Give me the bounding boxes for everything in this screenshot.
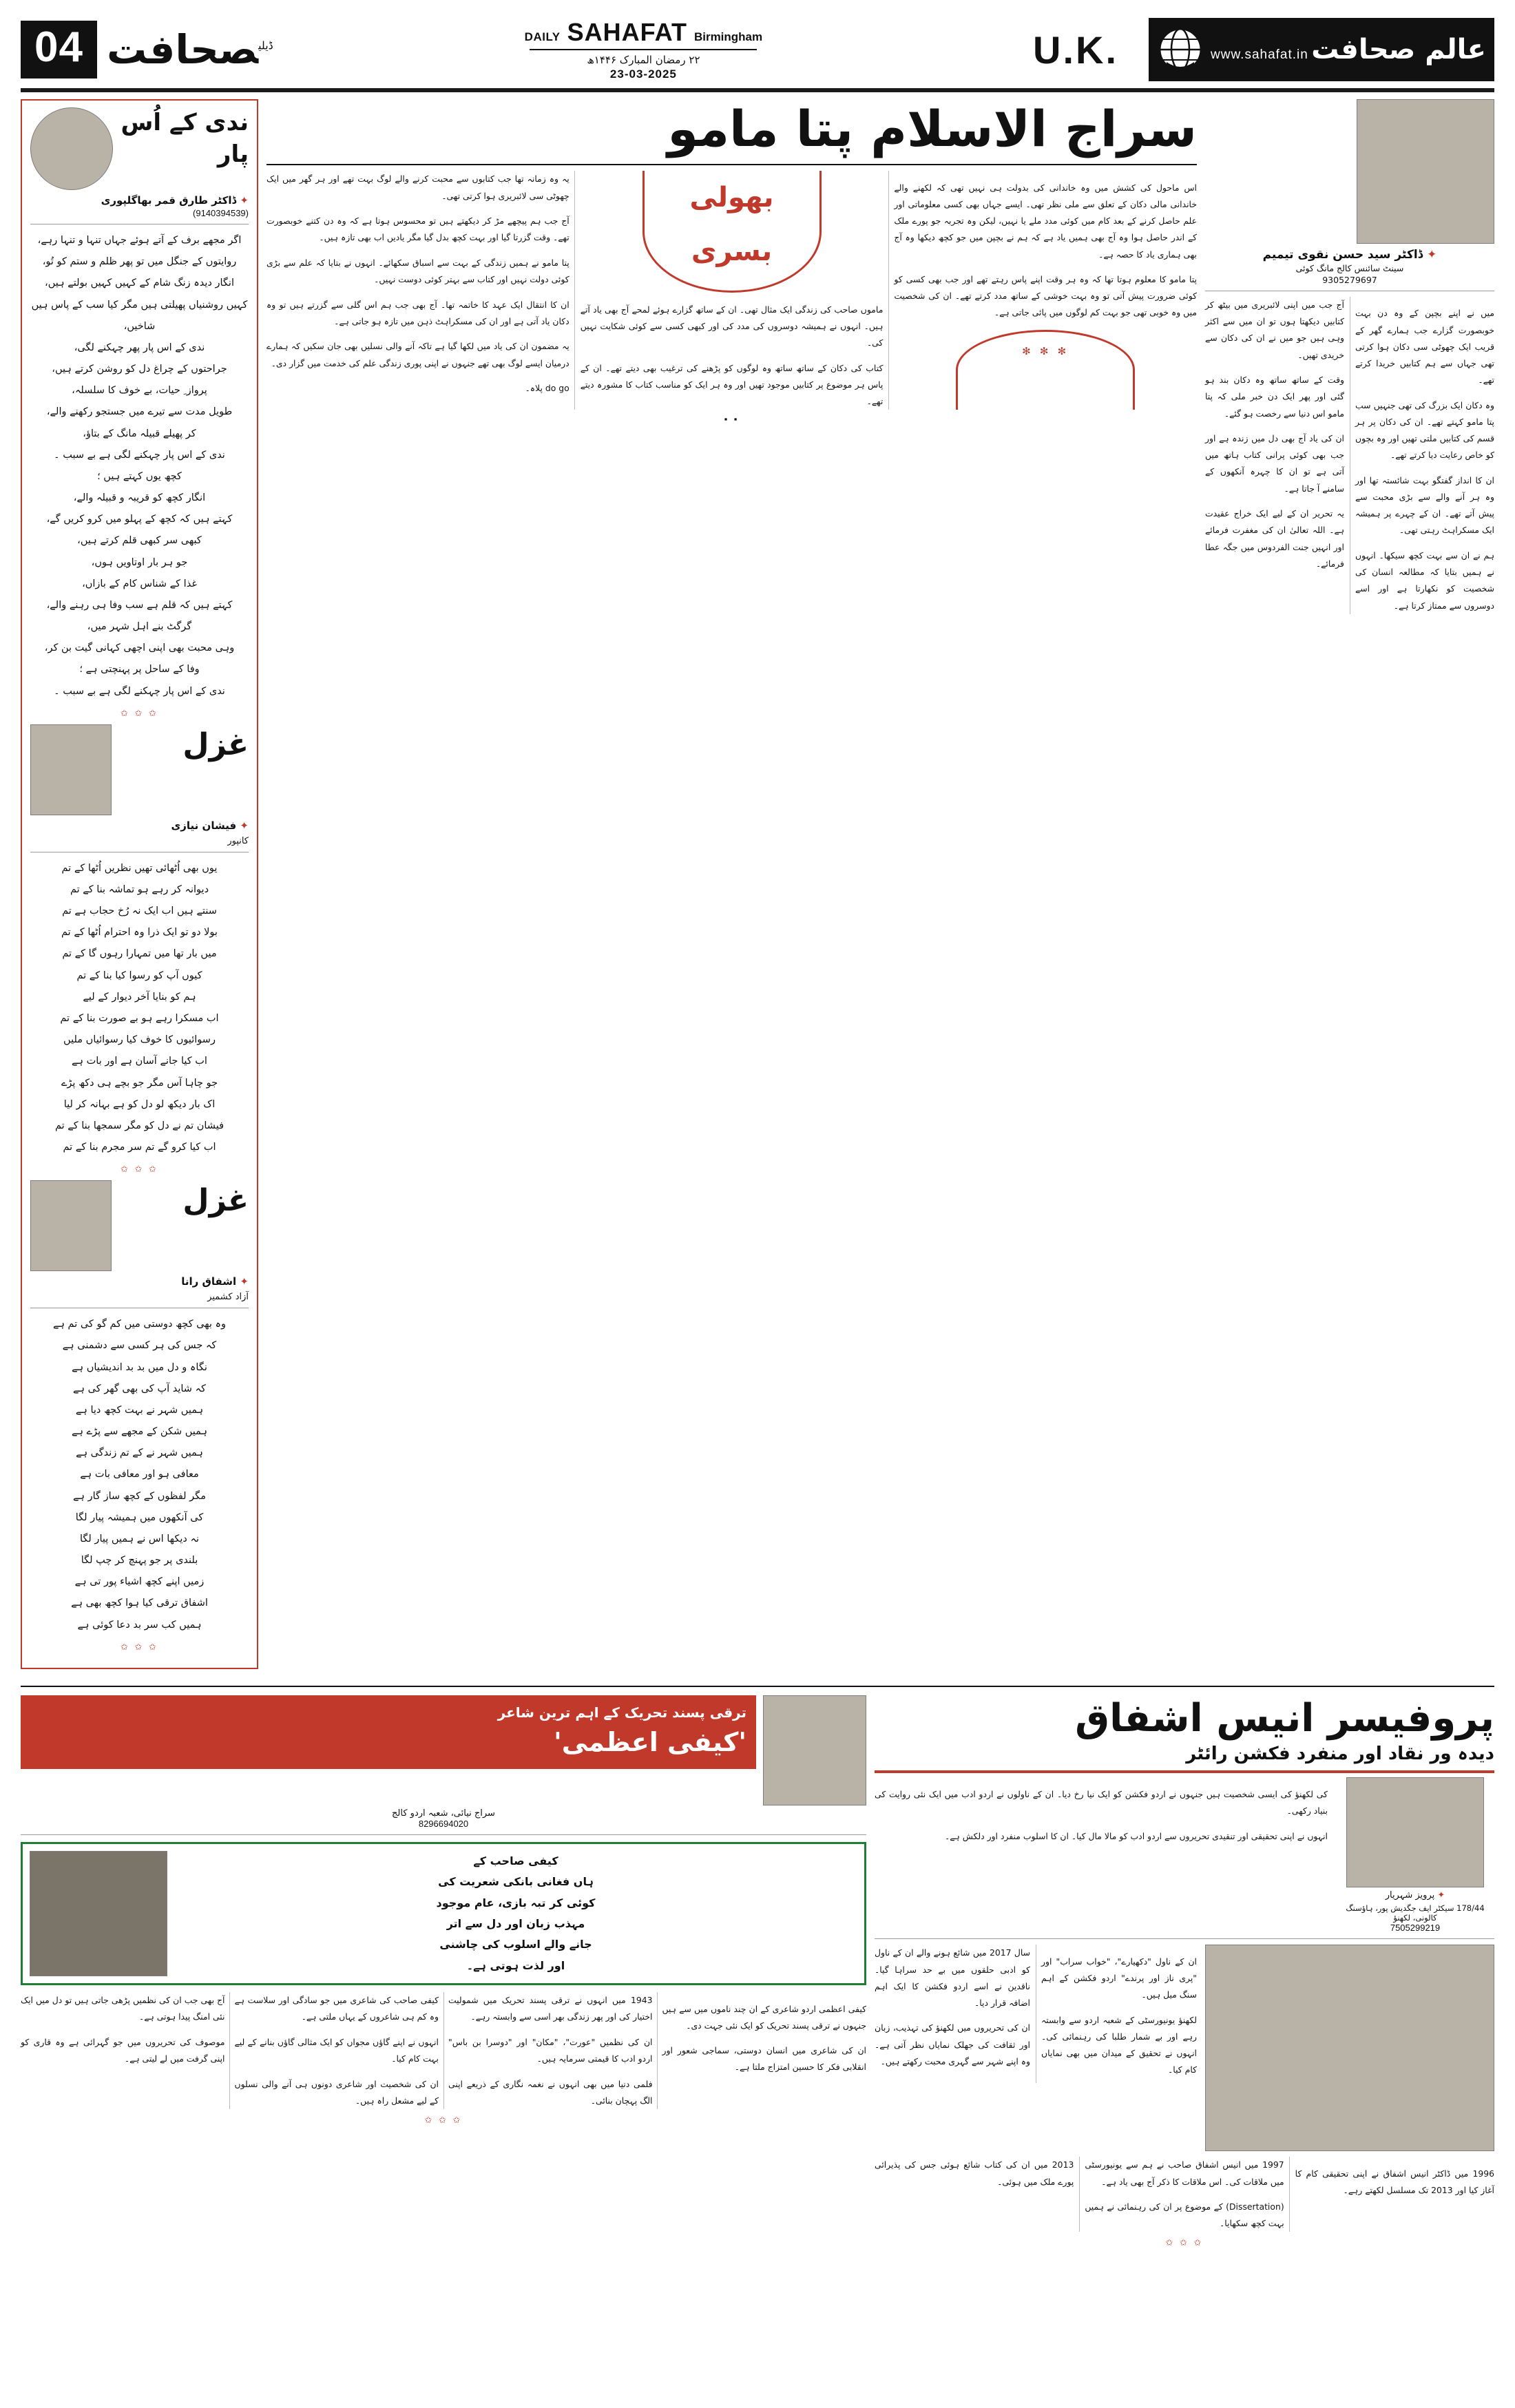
poem-line: ندی کے اس پار چہکنے لگی ہے بے سبب ۔ [54, 685, 225, 697]
kaifi-header [21, 1695, 866, 1805]
profile-header [875, 1777, 1494, 1933]
article-paragraph: ان کی شخصیت اور شاعری دونوں ہی آنے والی نسلوں کے لیے مشعل راہ ہیں۔ [234, 2078, 439, 2106]
article-paragraph: ان کا انتقال ایک عہد کا خاتمہ تھا۔ آج بھی جب ہم اس گلی سے گزرتے ہیں تو وہ دکان یاد آتی ہے اور ان کی مسکراہٹ ذہن میں تازہ ہو جاتی ہے۔ [267, 299, 570, 326]
poem-line: نگاہ و دل میں بد بد اندیشیاں ہے [72, 1361, 207, 1373]
article-paragraph: یہ مضمون ان کی یاد میں لکھا گیا ہے تاکہ آنے والی نسلیں بھی جان سکیں کہ ہمارے درمیان ایسے لوگ بھی تھے جنہوں نے اپنی پوری زندگی علم کی خدمت میں گزار دی۔ [267, 341, 570, 368]
quote-line: ہاں فغانی بانکی شعریت کی [438, 1875, 594, 1889]
kaifi-article-body [21, 1992, 866, 2109]
star-icon: ✦ [240, 194, 249, 207]
section-separator: ✩ ✩ ✩ [121, 1641, 158, 1652]
masthead-title-line [525, 18, 762, 47]
article1-poem [30, 230, 249, 702]
profile-body-left [875, 1945, 1197, 2082]
article-paragraph: ماموں صاحب کی زندگی ایک مثال تھی۔ ان کے ساتھ گزارے ہوئے لمحے آج بھی یاد آتے ہیں۔ انہوں نے ہمیشہ دوسروں کی مدد کی اور کبھی کسی سے کوئی شکایت نہیں کی۔ [580, 304, 884, 348]
poem-line: کہ شاید آپ کی بھی گھر کی ہے [73, 1383, 206, 1394]
poem-line: بلندی پر جو پہنچ کر چپ لگا [81, 1555, 198, 1567]
poem-line: ہم کو بنایا آخر دیوار کے لیے [83, 991, 196, 1003]
article-paragraph: یہ وہ زمانہ تھا جب کتابوں سے محبت کرنے والے لوگ بہت تھے اور ہر گھر میں ایک چھوٹی سی لائبریری ہوا کرتی تھی۔ [267, 174, 570, 201]
divider [21, 1834, 866, 1835]
profile-intro [875, 1777, 1328, 1853]
article-paragraph: ان کے ناول "دکھیارے"، "خواب سراب" اور "پری ناز اور پرندے" اردو فکشن کے اہم سنگ میل ہیں۔ [1041, 1956, 1197, 2000]
masthead-paper-name: SAHAFAT [567, 18, 687, 46]
article-paragraph: کیفی صاحب کی شاعری میں جو سادگی اور سلاست ہے وہ کم ہی شاعروں کے یہاں ملتی ہے۔ [234, 1995, 439, 2022]
article1-byline [30, 194, 249, 207]
poem-line: انگار کچھ کو قریبہ و قبیلہ والے، [73, 492, 206, 504]
poem-line: رسوائیوں کا خوف کیا رسوائیاں ملیں [63, 1034, 216, 1046]
kaifi-author-name: سراج نیائی، شعبہ اردو کالج [392, 1808, 495, 1819]
kaifi-banner [21, 1695, 756, 1769]
poem-line: بولا دو تو ایک ذرا وہ احترام اُٹھا کے تم [61, 927, 218, 939]
kaifi-banner-line1: ترقی پسند تحریک کے اہم ترین شاعر [497, 1704, 746, 1721]
author-photo-faishan-niazi [30, 724, 112, 815]
masthead-sahafat-sup: ڈیلی [258, 39, 273, 52]
profile-author-phone: 7505299219 [1390, 1923, 1441, 1934]
masthead-rule [530, 49, 757, 50]
left-column [21, 99, 258, 1676]
masthead-city: Birmingham [693, 30, 763, 43]
quote-line: کیفی صاحب کے [473, 1854, 558, 1867]
article-paragraph: وہ دکان ایک بزرگ کی تھی جنہیں سب پتا مامو کہتے تھے۔ ان کی دکان پر ہر قسم کی کتابیں ملتی تھیں اور وہ بچوں کو خاص رعایت دیا کرتے تھے۔ [1355, 399, 1494, 461]
article-paragraph: پتا مامو کا معلوم ہوتا تھا کہ وہ ہر وقت اپنے پاس رہتے تھے اور جب بھی کسی کو کوئی ضرورت پیش آتی تو وہ بہت خوشی کے ساتھ مدد کرتے تھے۔ ان کی شخصیت میں وہ خوبی تھی جو بہت کم لوگوں میں پائی جاتی ہے۔ [894, 274, 1197, 318]
article2-byline [30, 819, 249, 832]
article-paragraph: سال 2017 میں شائع ہونے والے ان کے ناول کو ادبی حلقوں میں بے حد سراہا گیا۔ ناقدین نے اسے اردو فکشن کا ایک اہم اضافہ قرار دیا۔ [875, 1947, 1030, 2008]
kaifi-quote-box [21, 1842, 866, 1985]
article1-title: ندی کے اُس پار [121, 109, 249, 168]
poem-line: کر پھیلے قبیلہ مانگ کے بتاؤ، [83, 428, 196, 439]
profile-main [875, 1945, 1494, 2151]
article-paragraph: انہوں نے اپنی تحقیقی اور تنقیدی تحریروں سے اردو ادب کو مالا مال کیا۔ ان کا اسلوب منفرد اور دلکش ہے۔ [945, 1830, 1328, 1841]
poem-line: کہ جس کی ہر کسی سے دشمنی ہے [62, 1340, 217, 1352]
profile-author-text: پرویز شہریار [1385, 1890, 1435, 1901]
article-paragraph: یہ تحریر ان کے لیے ایک خراج عقیدت ہے۔ اللہ تعالیٰ ان کی مغفرت فرمائے اور انہیں جنت الفردوس میں جگہ عطا فرمائے۔ [1205, 508, 1344, 569]
star-icon: ✦ [1427, 248, 1437, 262]
poem-line: ہمیں شہر نے کے تم زندگی ہے [76, 1447, 203, 1459]
poem-line: دیوانہ کر رہے ہو تماشہ بنا کے تم [70, 883, 209, 895]
article-paragraph: 2013 میں ان کی کتاب شائع ہوئی جس کی پذیرائی پورے ملک میں ہوئی۔ [875, 2159, 1074, 2187]
article3-poem [30, 1314, 249, 1636]
poem-line: جو چاہا آس مگر جو بچے ہی دکھ پڑے [61, 1077, 218, 1089]
masthead [21, 18, 1494, 92]
right-column-body [1205, 297, 1494, 614]
profile-article [875, 1695, 1494, 2254]
masthead-logo-urdu: عالم صحافت [1311, 34, 1486, 65]
poem-line: طویل مدت سے تیرے میں جستجو رکھنے والے، [46, 406, 233, 418]
page-number: 04 [21, 21, 97, 78]
article-paragraph: ان کا انداز گفتگو بہت شائستہ تھا اور وہ ہر آنے والے سے بڑی محبت سے پیش آتے تھے۔ ان کے چہرے پر ہمیشہ ایک مسکراہٹ رہتی تھی۔ [1355, 474, 1494, 536]
poem-line: ندی کے اس پار پھر چہکنے لگی، [74, 342, 205, 353]
masthead-logo [1149, 18, 1494, 81]
masthead-edition: U.K. [1033, 28, 1119, 72]
article-paragraph: اس ماحول کی کشش میں وہ خاندانی کی بدولت ہی نہیں تھی کہ لکھنے والے خاندانی مالی دکان کے تعلق سے ملی نظر تھی۔ ایسے جہاں بھی کسی معلوماتی اور علم حاصل کرنے کے بعد کام میں کوئی مدد ملے یا نہیں، لیکن وہ تجربہ جو پورے ملک کے اندر حاصل ہوا وہ آج بھی ہمیں یاد ہے کہ ہم نے بچپن میں جو کچھ دیکھا وہ آج بھی ہماری یاد کا حصہ ہے۔ [894, 182, 1197, 260]
quote-line: اور لذت ہوتی ہے۔ [466, 1958, 565, 1972]
article-paragraph: پتا مامو نے ہمیں زندگی کے بہت سے اسباق سکھائے۔ انہوں نے بتایا کہ علم سے بڑی کوئی دولت نہیں اور کتاب سے بہتر کوئی دوست نہیں۔ [267, 257, 570, 285]
bottom-section [21, 1695, 1494, 2254]
masthead-hijri-date: ۲۲ رمضان المبارک ۱۴۴۶ھ [587, 54, 700, 66]
article-paragraph: 1997 میں انیس اشفاق صاحب نے ہم سے یونیورسٹی میں ملاقات کی۔ اس ملاقات کا ذکر آج بھی یاد ہے۔ [1085, 2159, 1284, 2187]
poem-line: ہمیں شہر نے بہت کچھ دیا ہے [75, 1404, 204, 1416]
quote-line: کوئی کر تبہ بازی، عام موجود [436, 1896, 596, 1909]
article1-header [30, 107, 249, 190]
article-paragraph: (Dissertation) کے موضوع پر ان کی رہنمائی نے ہمیں بہت کچھ سکھایا۔ [1085, 2201, 1284, 2229]
poem-line: ہمیں کب سر بد دعا کوئی ہے [77, 1619, 202, 1631]
star-icon: ✦ [240, 819, 249, 832]
poem-line: نہ دیکھا اس نے ہمیں پیار لگا [79, 1533, 200, 1545]
article-paragraph: 1996 میں ڈاکٹر انیس اشفاق نے اپنی تحقیقی کام کا آغاز کیا اور 2013 تک مسلسل لکھتے رہے۔ [1295, 2168, 1494, 2195]
poem-line: معافی ہو اور معافی بات ہے [80, 1469, 199, 1480]
stamp-dots: ✻ ✻ ✻ [1022, 345, 1069, 358]
poem-line: میں بار تھا میں تمہارا رہوں گا کے تم [62, 948, 217, 960]
poem-line: اب کیا کرو گے تم سر مجرم بنا کے تم [63, 1142, 216, 1153]
article3-byline [30, 1275, 249, 1288]
author-photo-siraj-nyai [763, 1695, 866, 1805]
article-end-mark: ▪ ▪ [724, 414, 740, 425]
profile-title: پروفیسر انیس اشفاق [1075, 1695, 1494, 1741]
article-paragraph: کیفی اعظمی اردو شاعری کے ان چند ناموں میں سے ہیں جنہوں نے ترقی پسند تحریک کو ایک نئی جہت دی۔ [662, 2003, 866, 2031]
headline-author-name: ڈاکٹر سید حسن نقوی تیمیم [1262, 248, 1423, 262]
main-content-grid [21, 99, 1494, 1676]
section-separator: ✩ ✩ ✩ [1165, 2237, 1204, 2248]
masthead-daily-label: DAILY [524, 30, 561, 43]
article2-header [30, 724, 249, 815]
poem-line: ہمیں شکن کے مجھے سے پڑے ہے [71, 1426, 208, 1438]
star-icon: ✦ [1437, 1890, 1445, 1901]
section-separator: ✩ ✩ ✩ [424, 2115, 463, 2126]
article-paragraph: وقت کے ساتھ ساتھ وہ دکان بند ہو گئی اور پھر ایک دن خبر ملی کہ پتا مامو اس دنیا سے رخصت ہو گئے۔ [1205, 375, 1344, 419]
poem-line: اشفاق ترقی کیا ہوا کچھ بھی ہے [71, 1598, 208, 1609]
poem-line: یوں بھی اُٹھائی تھیں نظریں اُٹھا کے تم [61, 862, 218, 874]
masthead-logo-text [1211, 36, 1486, 63]
poem-line: وہ بھی کچھ دوستی میں کم گو کی تم ہے [52, 1319, 227, 1330]
poem-line: اگر مجھے برف کے آتے ہوئے جہاں تنہا و تنہا رہے، [37, 235, 242, 246]
poetry-box-1 [21, 99, 258, 1669]
article3-author: اشفاق رانا [181, 1275, 237, 1288]
article2-author: فیشان نیازی [171, 819, 237, 832]
author-photo-ashfaq-rana [30, 1180, 112, 1271]
poem-line: گرگٹ بنے اہل شہر میں، [87, 621, 192, 633]
globe-icon [1157, 26, 1204, 73]
article-paragraph: موصوف کی تحریروں میں جو گہرائی ہے وہ قاری کو اپنی گرفت میں لے لیتی ہے۔ [21, 2036, 225, 2064]
poem-line: کہیں روشنیاں پھیلتی ہیں مگر کیا سب کے پاس ہیں شاخیں، [31, 299, 248, 332]
divider [875, 1770, 1494, 1773]
quote-line: جانے والے اسلوب کی چاشنی [439, 1938, 592, 1951]
article-paragraph: آج جب میں اپنی لائبریری میں بیٹھ کر کتابیں دیکھتا ہوں تو ان میں سے اکثر وہی ہیں جو میں نے ان کی دکان سے خریدی تھیں۔ [1205, 300, 1344, 360]
poem-line: کی آنکھوں میں ہمیشہ پیار لگا [75, 1511, 204, 1523]
kaifi-article [21, 1695, 866, 2131]
poem-line: جو ہر بار اوتاویں ہوں، [91, 556, 188, 568]
poem-line: وہی محبت بھی اپنی اچھی کہانی گیت بن کر، [44, 642, 235, 654]
quote-line: مہذب زبان اور دل سے اتر [446, 1916, 585, 1930]
section-separator: ✩ ✩ ✩ [121, 707, 158, 718]
poem-line: وفا کے ساحل پر پہنچتی ہے ؛ [79, 664, 200, 676]
article-paragraph: کی لکھنؤ کی ایسی شخصیت ہیں جنہوں نے اردو فکشن کو ایک نیا رخ دیا۔ ان کے ناولوں نے اردو ادب میں ایک نئی روایت کی بنیاد رکھی۔ [875, 1788, 1328, 1816]
poem-line: جراحتوں کے چراغ دل کو روشن کرتے ہیں، [52, 364, 227, 375]
author-photo-tariq-qamar [30, 107, 113, 190]
masthead-date: 23-03-2025 [609, 67, 677, 81]
article-paragraph: 1943 میں انہوں نے ترقی پسند تحریک میں شمولیت اختیار کی اور پھر زندگی بھر اسی سے وابستہ رہے۔ [448, 1995, 653, 2022]
kaifi-quote-text [174, 1851, 857, 1976]
poem-line: کہتے ہیں کہ کچھ کے پہلو میں کرو کریں گے، [46, 514, 233, 525]
masthead-website[interactable]: www.sahafat.in [1211, 48, 1308, 62]
poem-line: کچھ یوں کہتے ہیں ؛ [97, 470, 182, 482]
article3-header [30, 1180, 249, 1271]
poem-line: انگار دیدہ زنگ شام کے کہیں کہیں بولتے ہیں، [45, 278, 234, 289]
article-paragraph: فلمی دنیا میں بھی انہوں نے نغمہ نگاری کے ذریعے اپنی الگ پہچان بنائی۔ [448, 2078, 653, 2106]
stamp-text: بھولی بسری [689, 182, 774, 268]
headline-author-phone: 9305279697 [1322, 275, 1377, 285]
poem-line: کبھی سر کبھی قلم کرتے ہیں، [77, 535, 202, 547]
poem-line: زمیں اپنے کچھ اشیاء پور تی ہے [74, 1576, 205, 1588]
divider [875, 1938, 1494, 1939]
article-paragraph: انہوں نے اپنے گاؤں مجواں کو ایک مثالی گاؤں بنانے کے لیے بہت کام کیا۔ [234, 2036, 439, 2064]
profile-body-bottom [875, 2157, 1494, 2232]
poem-line: فیشان تم نے دل کو مگر سمجھا بنا کے تم [54, 1120, 224, 1131]
article2-title: غزل [182, 726, 249, 762]
poem-line: ندی کے اس پار چہکنے لگی ہے بے سبب ۔ [54, 449, 225, 461]
article-paragraph-end: do go پلاہ۔ [525, 383, 570, 394]
masthead-sahafat-urdu [103, 26, 278, 73]
photo-kaifi-azmi [30, 1851, 167, 1976]
article-paragraph: ان کی تحریروں میں لکھنؤ کی تہذیب، زبان اور ثقافت کی جھلک نمایاں نظر آتی ہے۔ وہ اپنے شہر سے گہری محبت رکھتے ہیں۔ [875, 2022, 1030, 2066]
poem-line: اب کیا جانے آسان ہے اور بات ہے [72, 1056, 207, 1067]
author-photo-syed-hasan-naqvi [1357, 99, 1494, 244]
article-paragraph: آج جب ہم پیچھے مڑ کر دیکھتے ہیں تو محسوس ہوتا ہے کہ وہ دن کتنے خوبصورت تھے۔ وقت گزرتا گیا اور بہت کچھ بدل گیا مگر یادیں اب بھی تازہ ہیں۔ [267, 216, 570, 243]
article-paragraph: ان کی شاعری میں انسان دوستی، سماجی شعور اور انقلابی فکر کا حسین امتزاج ملتا ہے۔ [662, 2045, 866, 2073]
article3-place: آزاد کشمیر [207, 1292, 249, 1303]
poem-line: اب مسکرا رہے ہو بے صورت بنا کے تم [60, 1012, 219, 1024]
profile-author-block [1336, 1777, 1494, 1933]
headline-author-affiliation: سینٹ سائنس کالج مانگ کوئی [1295, 263, 1404, 273]
poem-line: پرواز ِ حیات، بے خوف کا سلسلہ، [72, 385, 207, 397]
article-paragraph: ہم نے ان سے بہت کچھ سیکھا۔ انہوں نے ہمیں بتایا کہ مطالعہ انسان کی شخصیت کو نکھارتا ہے اور اسے دوسروں سے ممتاز کرتا ہے۔ [1355, 550, 1494, 611]
poem-line: کہتے ہیں کہ قلم ہے سب وفا ہی رہنے والے، [46, 599, 233, 611]
masthead-sahafat-word: صحافت [106, 26, 259, 73]
article-paragraph: ان کی یاد آج بھی دل میں زندہ ہے اور جب بھی کوئی پرانی کتاب ہاتھ میں آتی ہے تو ان کا چہرہ آنکھوں کے سامنے آ جاتا ہے۔ [1205, 433, 1344, 494]
poem-line: کیوں آپ کو رسوا کیا بنا کے تم [76, 970, 202, 981]
headline-title: سراج الاسلام پتا مامو [667, 100, 1197, 158]
article1-author: ڈاکٹر طارق قمر بھاگلپوری [101, 194, 237, 207]
article2-place: کانپور [227, 835, 249, 846]
headline-article-body [267, 171, 1197, 410]
section-divider [21, 1686, 1494, 1687]
divider [267, 164, 1197, 165]
right-column [1205, 99, 1494, 614]
article1-phone: (9140394539) [193, 208, 249, 218]
poem-line: روایتوں کے جنگل میں تو پھر ظلم و ستم کو تُو، [42, 256, 237, 268]
profile-author-name [1336, 1890, 1494, 1901]
article-paragraph: ان کی نظمیں "عورت"، "مکان" اور "دوسرا بن باس" اردو ادب کا قیمتی سرمایہ ہیں۔ [448, 2036, 653, 2064]
kaifi-banner-line2: 'کیفی اعظمی' [554, 1726, 746, 1757]
headline-block [267, 99, 1197, 158]
article-paragraph: میں نے اپنے بچپن کے وہ دن بہت خوبصورت گزارے جب ہمارے گھر کے قریب ایک چھوٹی سی دکان ہوا کرتی تھی جہاں سے ہم کتابیں خریدا کرتے تھے۔ [1355, 308, 1494, 386]
masthead-center [284, 18, 1003, 81]
author-photo-parvez-shahryar [1346, 1777, 1484, 1887]
photo-anees-ashfaq-office [1205, 1945, 1494, 2151]
article2-poem [30, 858, 249, 1158]
page-number-block [21, 18, 278, 81]
star-icon: ✦ [240, 1275, 249, 1288]
poem-line: سنتے ہیں اب ایک نہ رُخ حجاب ہے تم [62, 905, 217, 917]
poem-line: مگر لفظوں کے کچھ ساز گار ہے [73, 1490, 206, 1502]
article-paragraph: کتاب کی دکان کے ساتھ ساتھ وہ لوگوں کو پڑھنے کی ترغیب بھی دیتے تھے۔ ان کے پاس ہر موضوع پر کتابیں موجود تھیں اور وہ ہر ایک کو مناسب کتاب کا مشورہ دیتے تھے۔ [580, 362, 884, 407]
poem-line: غذا کے شناس کام کے بازاں، [82, 578, 197, 589]
center-column [267, 99, 1197, 424]
section-separator: ✩ ✩ ✩ [121, 1164, 158, 1175]
profile-author-address: 178/44 سیکٹر ایف جگدیش پور، ہاؤسنگ کالونی، لکھنؤ [1346, 1903, 1485, 1923]
headline-author-block [1205, 248, 1494, 285]
poem-line: اک بار دیکھ لو دل کو ہے بہانہ کر لیا [63, 1098, 216, 1110]
article3-title: غزل [182, 1183, 249, 1219]
article-paragraph: لکھنؤ یونیورسٹی کے شعبہ اردو سے وابستہ رہے اور بے شمار طلبا کی رہنمائی کی۔ انہوں نے تحقیق کے میدان میں بھی نمایاں کام کیا۔ [1041, 2014, 1197, 2075]
kaifi-author-phone: 8296694020 [418, 1818, 469, 1829]
profile-subtitle: دیدہ ور نقاد اور منفرد فکشن رائٹر [1186, 1743, 1494, 1764]
article-paragraph: آج بھی جب ان کی نظمیں پڑھی جاتی ہیں تو دل میں ایک نئی امنگ پیدا ہوتی ہے۔ [21, 1995, 225, 2022]
